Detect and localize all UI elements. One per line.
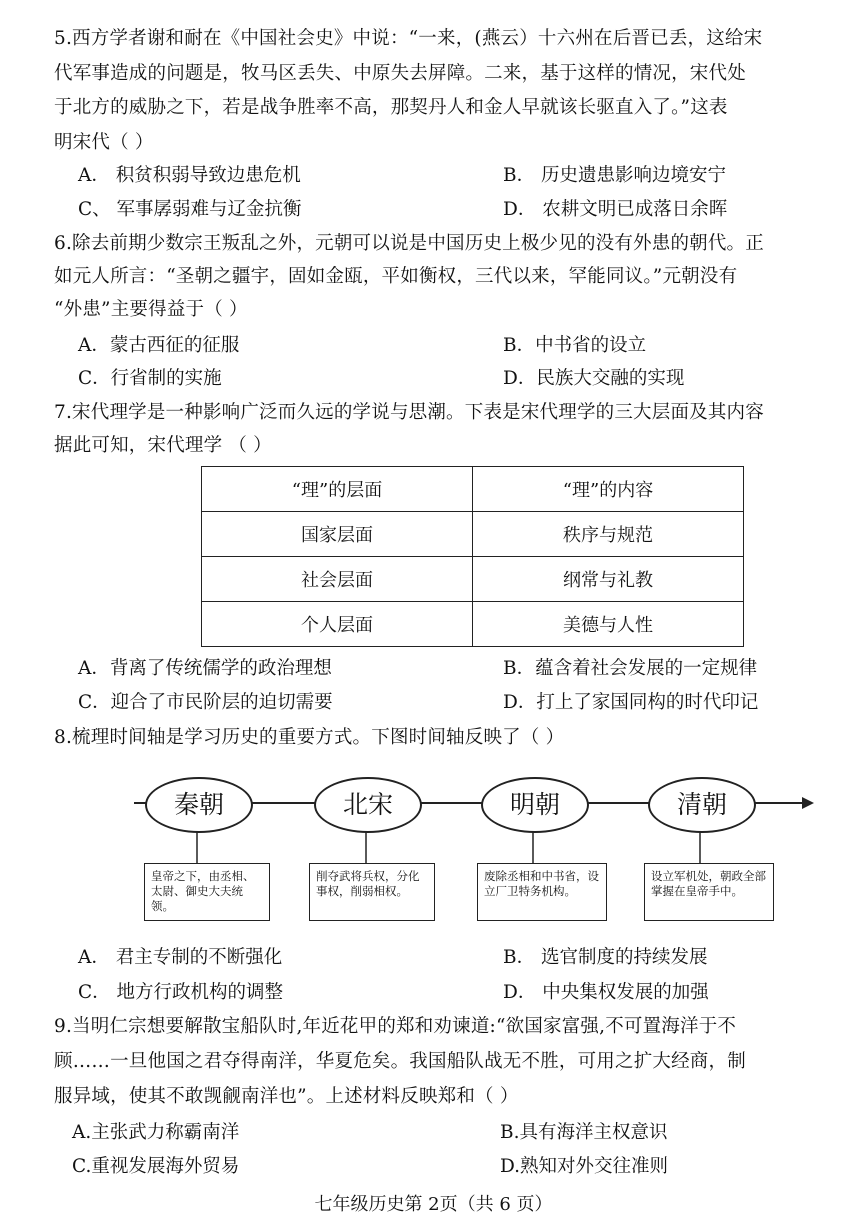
- q5-option-a: A． 积贫积弱导致边患危机: [78, 165, 301, 186]
- table-row: [202, 602, 744, 647]
- q9-stem-line: 服异域，使其不敢觊觎南洋也”。上述材料反映郑和（ ）: [54, 1086, 519, 1107]
- table-header-cell: “理”的内容: [473, 467, 744, 512]
- q5-option-b: B． 历史遗患影响边境安宁: [503, 165, 726, 186]
- table-header-row: [202, 467, 744, 512]
- q5-stem-line: 代军事造成的问题是，牧马区丢失、中原失去屏障。二来，基于这样的情况，宋代处: [54, 63, 746, 84]
- q6-option-a: A．蒙古西征的征服: [78, 335, 240, 356]
- timeline-node-ming: 明朝: [481, 777, 589, 833]
- q5-stem-line: 5.西方学者谢和耐在《中国社会史》中说：“一来，(燕云）十六州在后晋已丢，这给宋: [54, 28, 763, 49]
- q6-stem-line: 6.除去前期少数宗王叛乱之外，元朝可以说是中国历史上极少见的没有外患的朝代。正: [54, 233, 764, 254]
- table-cell: 纲常与礼教: [473, 557, 744, 602]
- timeline-node-northern-song: 北宋: [314, 777, 422, 833]
- q8-option-c: C． 地方行政机构的调整: [78, 982, 284, 1003]
- q6-stem-line: 如元人所言：“圣朝之疆宇，固如金瓯，平如衡权，三代以来，罕能同议。”元朝没有: [54, 266, 738, 287]
- q8-option-d: D． 中央集权发展的加强: [503, 982, 709, 1003]
- timeline-arrow-icon: [802, 797, 814, 809]
- q7-option-d: D．打上了家国同构的时代印记: [503, 692, 759, 713]
- table-cell: 秩序与规范: [473, 512, 744, 557]
- timeline-node-qin: 秦朝: [145, 777, 253, 833]
- q5-option-d: D． 农耕文明已成落日余晖: [503, 199, 728, 220]
- q6-stem-line: “外患”主要得益于（ ）: [54, 299, 248, 320]
- timeline-note-northern-song: 削夺武将兵权，分化事权，削弱相权。: [309, 863, 435, 921]
- q7-option-c: C．迎合了市民阶层的迫切需要: [78, 692, 333, 713]
- table-row: [202, 512, 744, 557]
- q7-option-a: A．背离了传统儒学的政治理想: [78, 658, 332, 679]
- timeline-node-qing: 清朝: [648, 777, 756, 833]
- q9-option-c: C.重视发展海外贸易: [72, 1156, 240, 1177]
- table-cell: 社会层面: [202, 557, 473, 602]
- table-cell: 个人层面: [202, 602, 473, 647]
- q5-stem-line: 明宋代（ ）: [54, 132, 154, 153]
- q6-option-d: D．民族大交融的实现: [503, 368, 685, 389]
- table-cell: 国家层面: [202, 512, 473, 557]
- q6-option-c: C．行省制的实施: [78, 368, 222, 389]
- table-cell: 美德与人性: [473, 602, 744, 647]
- q8-stem-line: 8.梳理时间轴是学习历史的重要方式。下图时间轴反映了（ ）: [54, 727, 565, 748]
- li-levels-table: [201, 466, 744, 647]
- table-header-cell: “理”的层面: [202, 467, 473, 512]
- q9-option-b: B.具有海洋主权意识: [500, 1122, 668, 1143]
- q7-stem-line: 7.宋代理学是一种影响广泛而久远的学说与思潮。下表是宋代理学的三大层面及其内容: [54, 402, 764, 423]
- q7-stem-line: 据此可知，宋代理学 （ ）: [54, 435, 272, 456]
- q6-option-b: B．中书省的设立: [503, 335, 647, 356]
- q8-option-b: B． 选官制度的持续发展: [503, 947, 708, 968]
- q9-stem-line: 9.当明仁宗想要解散宝船队时,年近花甲的郑和劝谏道:“欲国家富强,不可置海洋于不: [54, 1016, 737, 1037]
- q9-option-a: A.主张武力称霸南洋: [72, 1122, 240, 1143]
- dynasty-timeline: [134, 775, 814, 935]
- q5-option-c: C、 军事孱弱难与辽金抗衡: [78, 199, 302, 220]
- timeline-note-qing: 设立军机处，朝政全部掌握在皇帝手中。: [644, 863, 774, 921]
- q7-option-b: B．蕴含着社会发展的一定规律: [503, 658, 758, 679]
- q5-stem-line: 于北方的威胁之下，若是战争胜率不高，那契丹人和金人早就该长驱直入了。”这表: [54, 97, 728, 118]
- q8-option-a: A． 君主专制的不断强化: [78, 947, 283, 968]
- q9-stem-line: 顾……一旦他国之君夺得南洋，华夏危矣。我国船队战无不胜，可用之扩大经商，制: [54, 1051, 746, 1072]
- table-row: [202, 557, 744, 602]
- timeline-note-ming: 废除丞相和中书省，设立厂卫特务机构。: [477, 863, 607, 921]
- timeline-note-qin: 皇帝之下，由丞相、太尉、御史大夫统领。: [144, 863, 270, 921]
- q9-option-d: D.熟知对外交往准则: [500, 1156, 669, 1177]
- page-footer: 七年级历史第 2页（共 6 页）: [314, 1194, 553, 1215]
